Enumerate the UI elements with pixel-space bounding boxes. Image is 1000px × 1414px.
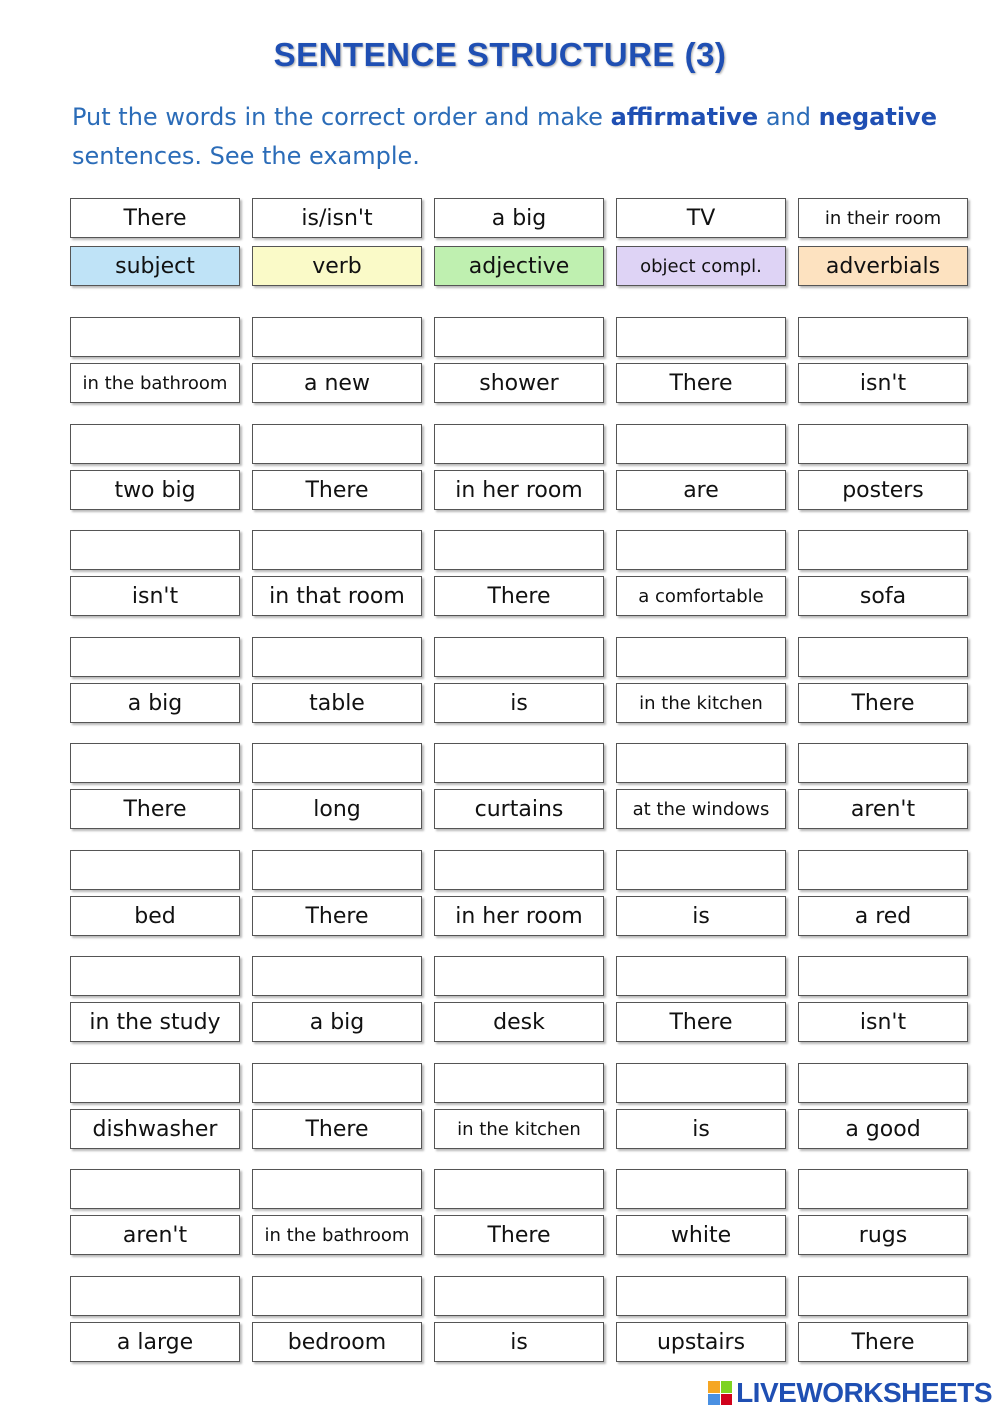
word-tile: desk: [434, 1002, 604, 1042]
answer-box[interactable]: [70, 317, 240, 357]
answer-box[interactable]: [252, 1276, 422, 1316]
answer-box[interactable]: [798, 850, 968, 890]
word-tile: isn't: [798, 363, 968, 403]
instructions: [72, 98, 962, 176]
answer-box[interactable]: [252, 530, 422, 570]
word-tile: white: [616, 1215, 786, 1255]
answer-box[interactable]: [616, 956, 786, 996]
word-tile: is: [616, 896, 786, 936]
answer-box[interactable]: [434, 1276, 604, 1316]
word-tile: isn't: [70, 576, 240, 616]
word-tile: are: [616, 470, 786, 510]
answer-box[interactable]: [798, 1169, 968, 1209]
word-tile: There: [616, 1002, 786, 1042]
answer-box[interactable]: [616, 1063, 786, 1103]
instructions-negative: negative: [818, 103, 937, 131]
answer-box[interactable]: [252, 743, 422, 783]
word-tile: in the kitchen: [616, 683, 786, 723]
answer-box[interactable]: [434, 424, 604, 464]
example-word: There: [70, 198, 240, 238]
liveworksheets-logo-icon: [708, 1381, 732, 1405]
word-tile: a large: [70, 1322, 240, 1362]
word-tile: aren't: [798, 789, 968, 829]
word-tile: There: [616, 363, 786, 403]
answer-box[interactable]: [798, 956, 968, 996]
category-label-verb: verb: [252, 246, 422, 286]
answer-box[interactable]: [252, 850, 422, 890]
word-tile: There: [252, 470, 422, 510]
answer-box[interactable]: [616, 637, 786, 677]
page-title: SENTENCE STRUCTURE (3): [273, 36, 727, 73]
word-tile: There: [70, 789, 240, 829]
answer-box[interactable]: [70, 1169, 240, 1209]
answer-box[interactable]: [252, 1063, 422, 1103]
word-tile: is: [434, 1322, 604, 1362]
answer-box[interactable]: [798, 743, 968, 783]
word-tile: in the bathroom: [252, 1215, 422, 1255]
answer-box[interactable]: [616, 530, 786, 570]
word-tile: in her room: [434, 896, 604, 936]
answer-box[interactable]: [798, 317, 968, 357]
word-tile: is: [434, 683, 604, 723]
answer-box[interactable]: [70, 1063, 240, 1103]
answer-box[interactable]: [252, 424, 422, 464]
word-tile: There: [252, 1109, 422, 1149]
answer-box[interactable]: [70, 743, 240, 783]
word-tile: posters: [798, 470, 968, 510]
category-label-object-compl-: object compl.: [616, 246, 786, 286]
category-label-adjective: adjective: [434, 246, 604, 286]
answer-box[interactable]: [434, 956, 604, 996]
word-tile: sofa: [798, 576, 968, 616]
answer-box[interactable]: [252, 1169, 422, 1209]
example-word: TV: [616, 198, 786, 238]
answer-box[interactable]: [616, 1276, 786, 1316]
answer-box[interactable]: [798, 424, 968, 464]
word-tile: There: [798, 1322, 968, 1362]
answer-box[interactable]: [252, 637, 422, 677]
answer-box[interactable]: [616, 850, 786, 890]
answer-box[interactable]: [616, 317, 786, 357]
instructions-text: Put the words in the correct order and make: [72, 103, 611, 131]
answer-box[interactable]: [434, 743, 604, 783]
answer-box[interactable]: [434, 317, 604, 357]
answer-box[interactable]: [616, 743, 786, 783]
example-word: in their room: [798, 198, 968, 238]
word-tile: There: [798, 683, 968, 723]
answer-box[interactable]: [616, 1169, 786, 1209]
word-tile: is: [616, 1109, 786, 1149]
word-tile: two big: [70, 470, 240, 510]
answer-box[interactable]: [70, 956, 240, 996]
word-tile: rugs: [798, 1215, 968, 1255]
liveworksheets-logo: [708, 1376, 992, 1410]
word-tile: There: [434, 576, 604, 616]
word-tile: a new: [252, 363, 422, 403]
answer-box[interactable]: [798, 1063, 968, 1103]
word-tile: aren't: [70, 1215, 240, 1255]
category-label-subject: subject: [70, 246, 240, 286]
word-tile: bedroom: [252, 1322, 422, 1362]
word-tile: bed: [70, 896, 240, 936]
answer-box[interactable]: [798, 530, 968, 570]
answer-box[interactable]: [434, 1063, 604, 1103]
answer-box[interactable]: [252, 317, 422, 357]
category-label-adverbials: adverbials: [798, 246, 968, 286]
word-tile: a comfortable: [616, 576, 786, 616]
word-tile: a red: [798, 896, 968, 936]
word-tile: a big: [70, 683, 240, 723]
word-tile: shower: [434, 363, 604, 403]
example-word: a big: [434, 198, 604, 238]
word-tile: There: [434, 1215, 604, 1255]
answer-box[interactable]: [434, 530, 604, 570]
instructions-affirmative: affirmative: [610, 103, 759, 131]
answer-box[interactable]: [70, 637, 240, 677]
answer-box[interactable]: [252, 956, 422, 996]
word-tile: table: [252, 683, 422, 723]
word-tile: There: [252, 896, 422, 936]
word-tile: in the kitchen: [434, 1109, 604, 1149]
answer-box[interactable]: [798, 1276, 968, 1316]
word-tile: in her room: [434, 470, 604, 510]
word-tile: in the study: [70, 1002, 240, 1042]
answer-box[interactable]: [616, 424, 786, 464]
word-tile: long: [252, 789, 422, 829]
word-tile: in that room: [252, 576, 422, 616]
answer-box[interactable]: [434, 1169, 604, 1209]
example-word: is/isn't: [252, 198, 422, 238]
instructions-text: sentences. See the example.: [72, 142, 420, 170]
answer-box[interactable]: [434, 637, 604, 677]
word-tile: dishwasher: [70, 1109, 240, 1149]
liveworksheets-logo-text: LIVEWORKSHEETS: [736, 1377, 992, 1408]
word-tile: at the windows: [616, 789, 786, 829]
word-tile: a good: [798, 1109, 968, 1149]
answer-box[interactable]: [434, 850, 604, 890]
answer-box[interactable]: [70, 1276, 240, 1316]
answer-box[interactable]: [70, 530, 240, 570]
word-tile: isn't: [798, 1002, 968, 1042]
answer-box[interactable]: [70, 850, 240, 890]
word-tile: upstairs: [616, 1322, 786, 1362]
word-tile: in the bathroom: [70, 363, 240, 403]
word-tile: a big: [252, 1002, 422, 1042]
instructions-text: and: [758, 103, 819, 131]
word-tile: curtains: [434, 789, 604, 829]
answer-box[interactable]: [70, 424, 240, 464]
answer-box[interactable]: [798, 637, 968, 677]
